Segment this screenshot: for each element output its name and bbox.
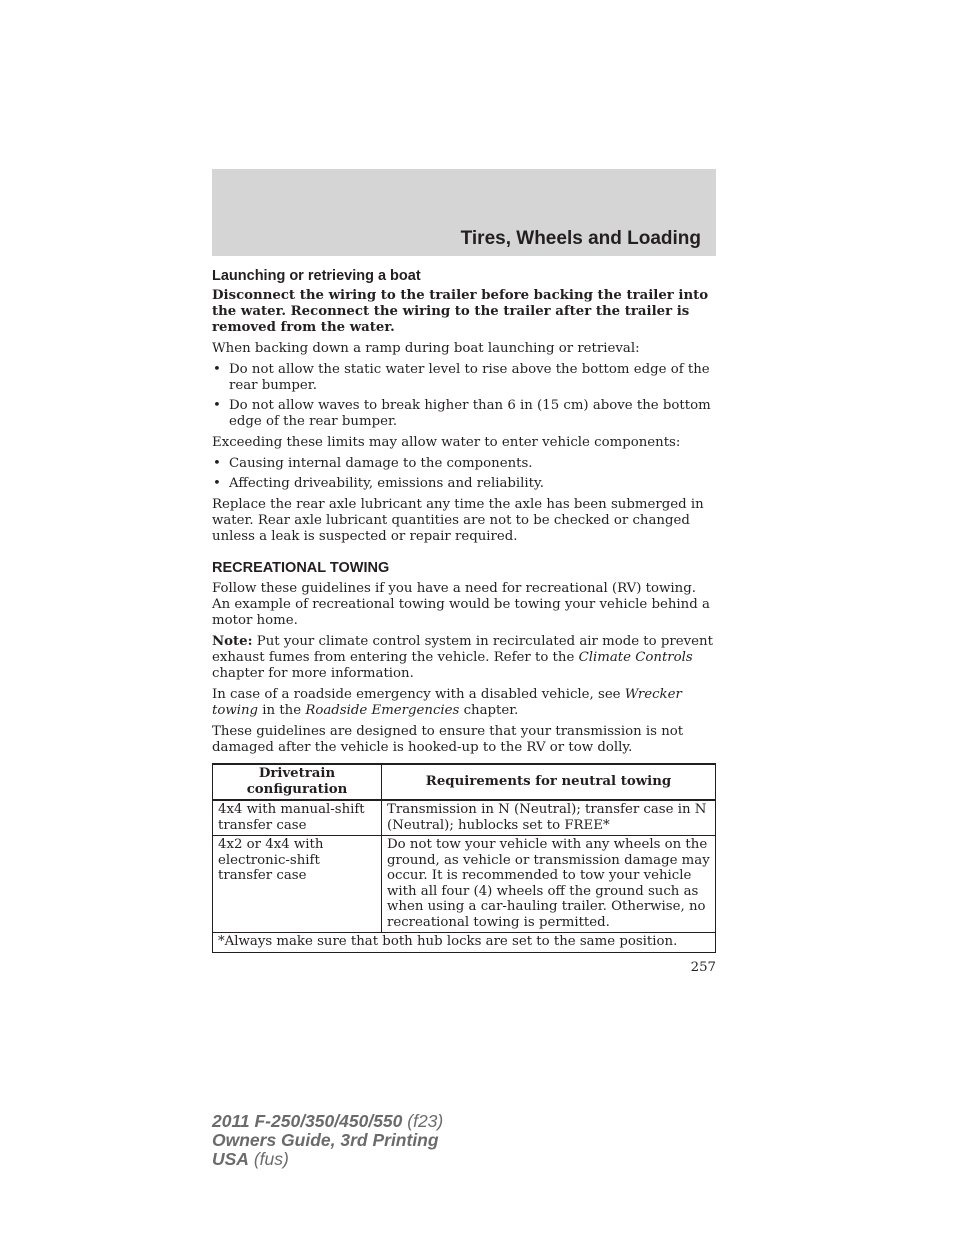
climate-note: Note: Put your climate control system in recirculated air mode to prevent exhaust fumes from entering the vehicle. Refer to the Climate Controls chapter for more information. [212,634,713,681]
ramp-intro: When backing down a ramp during boat launching or retrieval: [212,341,640,356]
requirement-cell: Transmission in N (Neutral); transfer case in N (Neutral); hublocks set to FREE* [382,800,716,836]
section-banner [212,169,716,256]
table-footnote: *Always make sure that both hub locks are set to the same position. [213,933,716,953]
header-drivetrain: Drivetrain configuration [213,764,382,800]
towing-requirements-table [212,763,716,953]
table-row [213,836,716,933]
drivetrain-cell: 4x2 or 4x4 with electronic-shift transfer case [213,836,382,933]
roadside-emergency-text: In case of a roadside emergency with a disabled vehicle, see Wrecker towing in the Roadside Emergencies chapter. [212,687,682,718]
launching-heading: Launching or retrieving a boat [212,268,421,284]
recreational-towing-heading: RECREATIONAL TOWING [212,560,390,576]
table-header-row [213,764,716,800]
water-level-list [212,362,716,430]
table-footnote-row [213,933,716,953]
wiring-warning: Disconnect the wiring to the trailer before backing the trailer into the water. Reconnect the wiring to the trailer after the trailer is removed from the water. [212,288,709,335]
section-title: Tires, Wheels and Loading [460,228,701,249]
rv-guidelines-intro: Follow these guidelines if you have a need for recreational (RV) towing. An example of recreational towing would be towing your vehicle behind a motor home. [212,581,710,628]
page-content [212,268,716,953]
note-label: Note: [212,634,253,649]
bullet-icon: • [213,362,221,377]
list-item: • Affecting driveability, emissions and reliability. [213,476,544,491]
requirement-cell: Do not tow your vehicle with any wheels on the ground, as vehicle or transmission damage may occur. It is recommended to tow your vehicle with all four (4) wheels off the ground such as when using a car-hauling trailer. Otherwise, no recreational towing is permitted. [382,836,716,933]
wrecker-towing-ref: Wrecker towing [212,687,682,718]
page-number: 257 [690,960,716,975]
list-item: • Do not allow the static water level to rise above the bottom edge of the rear bumper. [213,362,710,393]
list-item: • Causing internal damage to the components. [213,456,533,471]
drivetrain-cell: 4x4 with manual-shift transfer case [213,800,382,836]
list-item: • Do not allow waves to break higher than 6 in (15 cm) above the bottom edge of the rear bumper. [213,398,711,429]
bullet-icon: • [213,398,221,413]
footer-market-line: USA (fus) [212,1149,289,1169]
bullet-icon: • [213,476,221,491]
roadside-emergencies-ref: Roadside Emergencies [305,703,460,718]
climate-controls-ref: Climate Controls [578,650,693,665]
document-footer [212,1112,443,1169]
footer-guide-line: Owners Guide, 3rd Printing [212,1130,439,1150]
transmission-guidelines-text: These guidelines are designed to ensure that your transmission is not damaged after the vehicle is hooked-up to the RV or tow dolly. [212,724,684,755]
damage-list [212,456,716,492]
exceed-limits-text: Exceeding these limits may allow water to enter vehicle components: [212,435,681,450]
axle-lubricant-text: Replace the rear axle lubricant any time the axle has been submerged in water. Rear axle lubricant quantities are not to be checked or changed unless a leak is suspected or repair required. [212,497,704,544]
footer-model-line: 2011 F-250/350/450/550 (f23) [212,1111,444,1131]
header-requirements: Requirements for neutral towing [382,764,716,800]
table-row [213,800,716,836]
bullet-icon: • [213,456,221,471]
